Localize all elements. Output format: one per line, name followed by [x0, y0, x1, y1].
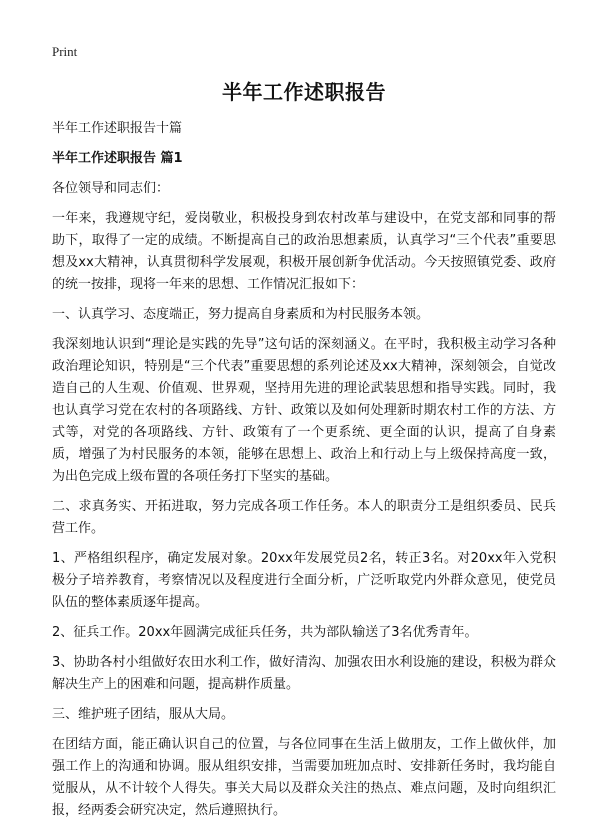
- heading-part-one: 一、认真学习、态度端正，努力提高自身素质和为村民服务本领。: [52, 307, 430, 322]
- heading-part-three: 三、维护班子团结，服从大局。: [52, 707, 235, 722]
- salutation: 各位领导和同志们：: [52, 181, 170, 196]
- document-body: [52, 78, 556, 830]
- paragraph-item-3: 3、协助各村小组做好农田水利工作，做好清沟、加强农田水利设施的建设，积极为群众解决生产上的困难和问题，提高耕作质量。: [52, 655, 556, 692]
- paragraph-unity: 在团结方面，能正确认识自己的位置，与各位同事在生活上做朋友，工作上做伙伴，加强工作上的沟通和协调。服从组织安排，当需要加班加点时、安排新任务时，我均能自觉服从，从不计较个人得失。事关大局以及群众关注的热点、难点问题，及时向组织汇报，经两委会研究决定，然后遵照执行。: [52, 737, 556, 818]
- heading-part-two: 二、求真务实、开拓进取，努力完成各项工作任务。本人的职责分工是组织委员、民兵营工作。: [52, 499, 556, 536]
- page-title: 半年工作述职报告: [222, 80, 386, 104]
- document-subtitle: 半年工作述职报告十篇: [52, 121, 183, 136]
- paragraph-study: 我深刻地认识到“理论是实践的先导”这句话的深刻涵义。在平时，我积极主动学习各种政治理论知识，特别是“三个代表”重要思想的系列论述及xx大精神，深刻领会，自觉改造自己的人生观、价值观、世界观，坚持用先进的理论武装思想和指导实践。同时，我也认真学习党在农村的各项路线、方针、政策以及如何处理新时期农村工作的方法、方式等，对党的各项路线、方针、政策有了一个更系统、更全面的认识，提高了自身素质，增强了为村民服务的本领，能够在思想上、政治上和行动上与上级保持高度一致，为出色完成上级布置的各项任务打下坚实的基础。: [52, 337, 556, 484]
- paragraph-item-1: 1、严格组织程序，确定发展对象。20xx年发展党员2名，转正3名。对20xx年入党积极分子培养教育，考察情况以及程度进行全面分析，广泛听取党内外群众意见，使党员队伍的整体素质逐年提高。: [52, 551, 556, 610]
- section-heading: 半年工作述职报告 篇1: [52, 151, 183, 166]
- print-link[interactable]: Print: [52, 44, 78, 59]
- paragraph-intro: 一年来，我遵规守纪，爱岗敬业，积极投身到农村改革与建设中，在党支部和同事的帮助下，取得了一定的成绩。不断提高自己的政治思想素质，认真学习“三个代表”重要思想及xx大精神，认真贯彻科学发展观，积极开展创新争优活动。今天按照镇党委、政府的统一按排，现将一年来的思想、工作情况汇报如下：: [52, 211, 556, 292]
- paragraph-item-2: 2、征兵工作。20xx年圆满完成征兵任务，共为部队输送了3名优秀青年。: [52, 625, 478, 640]
